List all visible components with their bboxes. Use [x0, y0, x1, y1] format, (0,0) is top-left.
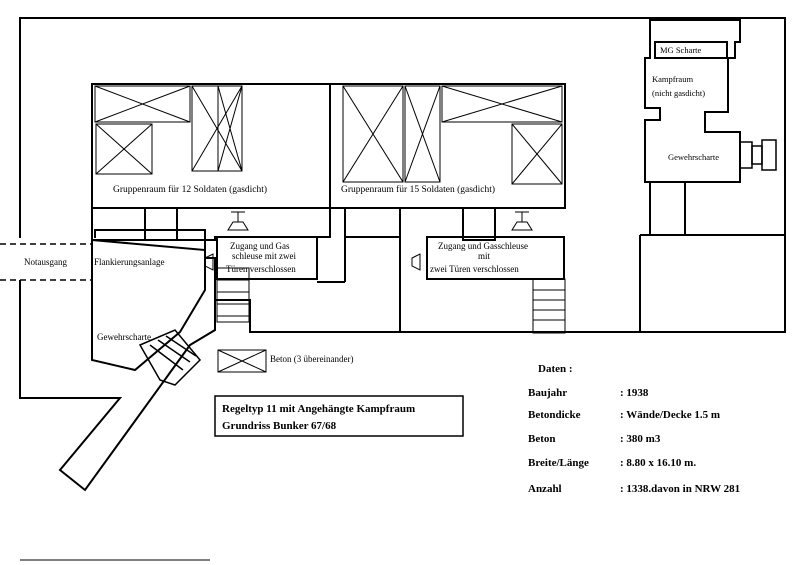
combat-room-label-2: (nicht gasdicht) — [652, 88, 706, 98]
concrete-legend-label: Beton (3 übereinander) — [270, 354, 354, 364]
data-panel-title: Daten : — [538, 363, 573, 375]
entrance-2-label-1: Zugang und Gasschleuse — [438, 241, 528, 251]
entrance-2-label-2: mit — [478, 251, 491, 261]
data-row-label: Beton — [528, 433, 556, 445]
emergency-exit-label: Notausgang — [24, 257, 67, 267]
stairs-1 — [217, 268, 249, 322]
entrance-1-label-3: Türen verschlossen — [226, 264, 296, 274]
data-row-value: : Wände/Decke 1.5 m — [620, 409, 721, 421]
embrasure-right-label: Gewehrscharte — [668, 152, 719, 162]
pillar-1 — [145, 208, 177, 240]
data-row-value: : 1938 — [620, 387, 649, 399]
lower-corridor-2 — [345, 208, 400, 237]
outer-wall-left — [20, 280, 215, 490]
door-side-2 — [412, 254, 420, 270]
stairs-2 — [533, 279, 565, 333]
combat-room-label-1: Kampfraum — [652, 74, 694, 84]
gun-port-right — [740, 140, 776, 170]
data-panel — [528, 363, 740, 495]
data-row-value: : 8.80 x 16.10 m. — [620, 457, 697, 469]
data-row-value: : 380 m3 — [620, 433, 661, 445]
mg-embrasure-label: MG Scharte — [660, 45, 702, 55]
caption-line-1: Regeltyp 11 mit Angehängte Kampfraum — [222, 403, 416, 415]
door-1 — [228, 222, 248, 230]
data-row-value: : 1338.davon in NRW 281 — [620, 483, 741, 495]
pillar-2 — [463, 208, 495, 240]
group-room-2-label: Gruppenraum für 15 Soldaten (gasdicht) — [341, 185, 496, 195]
flanking-label: Flankierungsanlage — [94, 257, 165, 267]
data-row-label: Anzahl — [528, 483, 562, 495]
caption-line-2: Grundriss Bunker 67/68 — [222, 420, 337, 432]
door-2 — [512, 222, 532, 230]
concrete-legend-swatch — [218, 350, 266, 372]
embrasure-left-label: Gewehrscharte — [97, 332, 151, 342]
data-row-label: Baujahr — [528, 387, 568, 399]
data-row-label: Breite/Länge — [528, 457, 589, 469]
entrance-2-label-3: zwei Türen verschlossen — [430, 264, 519, 274]
entrance-1-label-2: schleuse mit zwei — [232, 251, 296, 261]
door-side-1 — [205, 254, 213, 270]
concrete-hatch-group — [95, 86, 562, 184]
group-room-1-label: Gruppenraum für 12 Soldaten (gasdicht) — [113, 185, 268, 195]
combat-room — [640, 20, 785, 332]
data-row-label: Betondicke — [528, 409, 581, 421]
entrance-1-label-1: Zugang und Gas — [230, 241, 290, 251]
lower-corridor — [92, 208, 330, 240]
